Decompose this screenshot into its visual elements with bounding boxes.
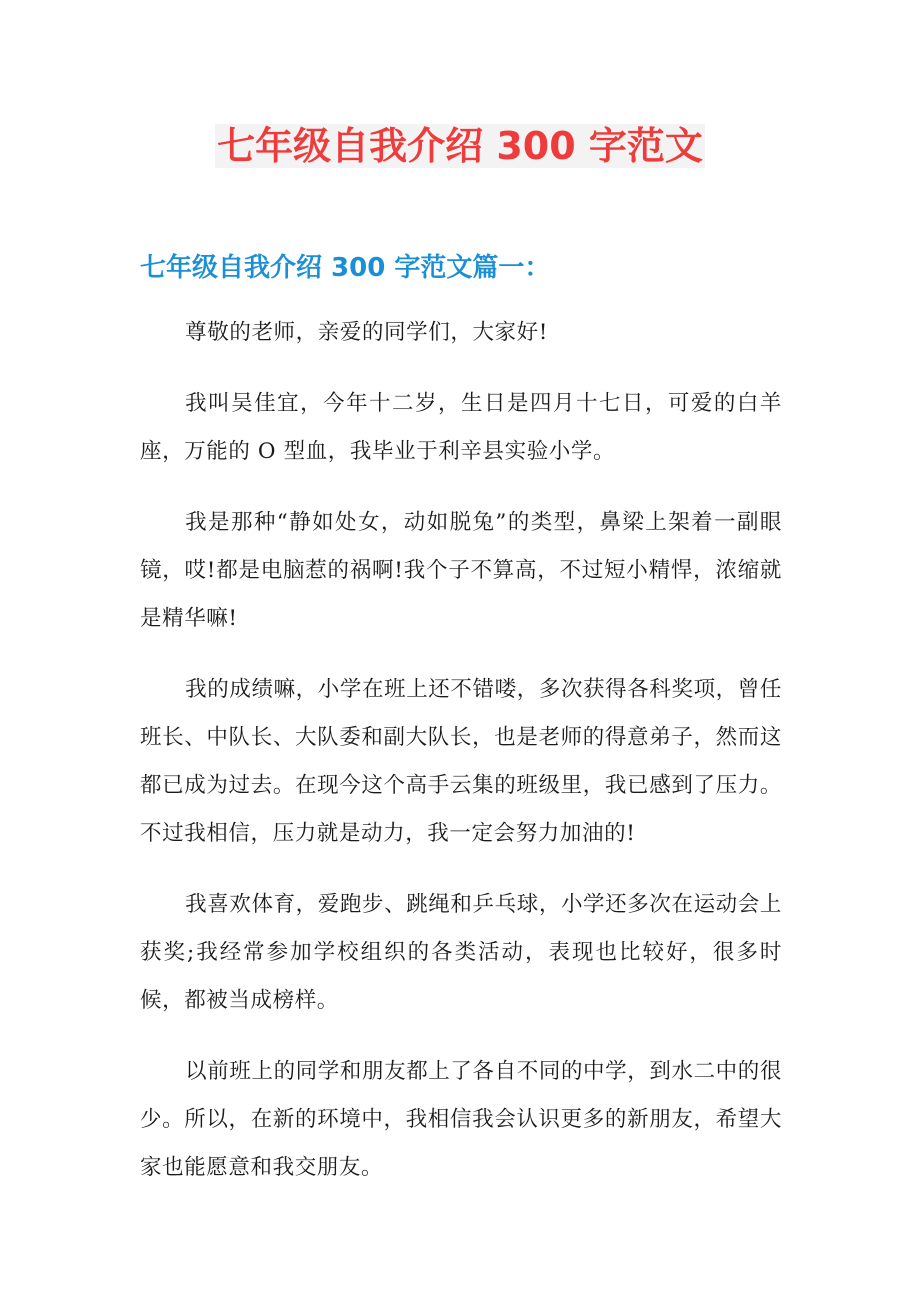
paragraph-greeting: 尊敬的老师，亲爱的同学们，大家好! [185,320,548,345]
paragraph-hobbies: 我喜欢体育，爱跑步、跳绳和乒乓球，小学还多次在运动会上获奖;我经常参加学校组织的各类活动，表现也比较好，很多时候，都被当成榜样。 [140,892,782,1013]
paragraph-grades: 我的成绩嘛，小学在班上还不错喽，多次获得各科奖项，曾任班长、中队长、大队委和副大队长，也是老师的得意弟子，然而这都已成为过去。在现今这个高手云集的班级里，我已感到了压力。不过我相信，压力就是动力，我一定会努力加油的! [140,677,782,846]
section-heading: 七年级自我介绍 300 字范文篇一： [140,253,551,283]
paragraph-friends: 以前班上的同学和朋友都上了各自不同的中学，到水二中的很少。所以，在新的环境中，我相信我会认识更多的新朋友，希望大家也能愿意和我交朋友。 [140,1059,782,1180]
essay-body [140,309,782,1215]
paragraph-personality: 我是那种“静如处女，动如脱兔”的类型，鼻梁上架着一副眼镜，哎!都是电脑惹的祸啊!我个子不算高，不过短小精悍，浓缩就是精华嘛! [140,510,782,631]
document-title [0,118,920,174]
paragraph-introduction: 我叫吴佳宜，今年十二岁，生日是四月十七日，可爱的白羊座，万能的 O 型血，我毕业于利辛县实验小学。 [140,391,782,464]
document-title-text: 七年级自我介绍 300 字范文 [217,124,703,168]
